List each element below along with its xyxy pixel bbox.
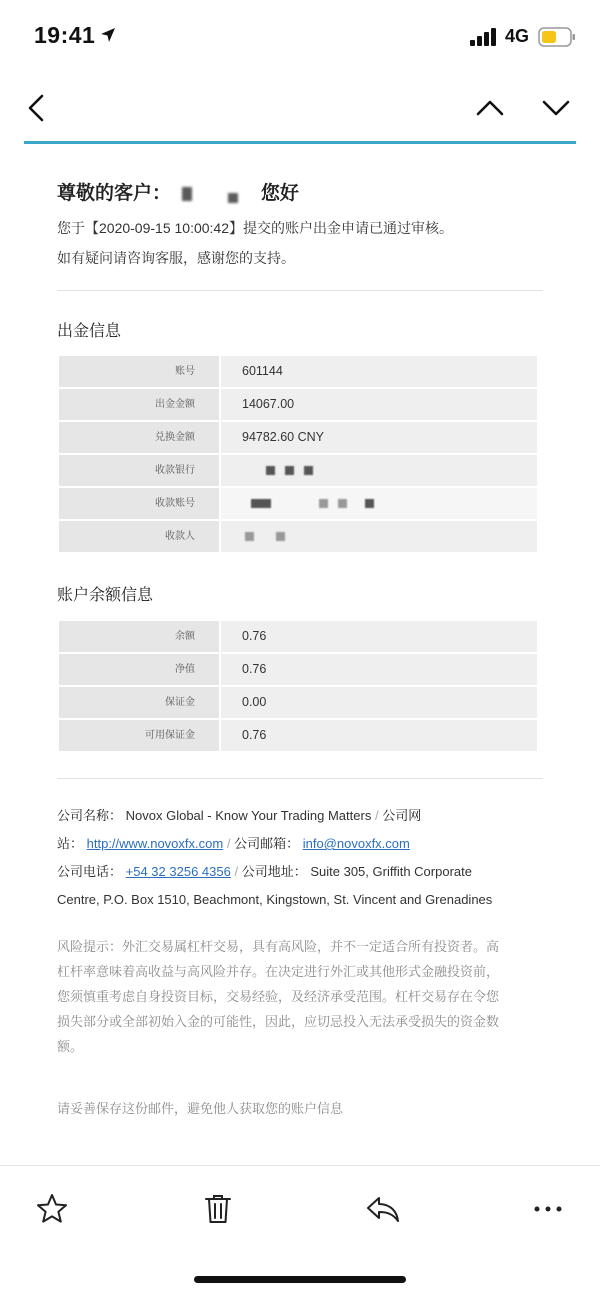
row-label: 净值	[59, 654, 219, 685]
row-value: 601144	[221, 356, 537, 387]
row-label: 可用保证金	[59, 720, 219, 751]
redacted-value	[221, 521, 537, 552]
table-row	[59, 488, 537, 519]
company-site-label: 公司网	[382, 808, 422, 823]
row-label: 保证金	[59, 687, 219, 718]
table-row	[59, 422, 537, 453]
row-label: 收款银行	[59, 455, 219, 486]
chevron-up-icon[interactable]	[470, 88, 510, 128]
company-line	[57, 858, 543, 886]
row-value: 0.76	[221, 654, 537, 685]
support-message: 如有疑问请咨询客服，感谢您的支持。	[57, 250, 295, 266]
company-address: Suite 305, Griffith Corporate	[310, 864, 472, 879]
battery-icon	[538, 27, 576, 47]
company-address: Centre, P.O. Box 1510, Beachmont, Kingstown, St. Vincent and Grenadines	[57, 892, 493, 907]
network-type: 4G	[505, 26, 530, 46]
redacted-value	[221, 455, 537, 486]
greeting-suffix: 您好	[260, 183, 299, 204]
chevron-left-icon[interactable]	[18, 88, 58, 128]
separator: /	[374, 808, 379, 823]
redacted-name	[228, 193, 238, 203]
status-time: 19:41	[34, 22, 96, 48]
row-value: 14067.00	[221, 389, 537, 420]
company-info	[57, 802, 543, 914]
balance-table	[59, 621, 537, 753]
row-value: 0.76	[221, 621, 537, 652]
greeting	[57, 178, 299, 205]
mail-nav-bar	[0, 72, 600, 142]
table-row	[59, 687, 537, 718]
company-line	[57, 886, 543, 914]
location-arrow-icon	[99, 26, 117, 44]
row-label: 出金金额	[59, 389, 219, 420]
risk-line: 风险提示：外汇交易属杠杆交易，具有高风险，并不一定适合所有投资者。高	[57, 939, 500, 954]
chevron-down-icon[interactable]	[536, 88, 576, 128]
company-email-label: 公司邮箱：	[234, 836, 300, 851]
company-site-label: 站：	[57, 836, 84, 851]
withdrawal-section-title: 出金信息	[57, 323, 122, 340]
trash-icon[interactable]	[200, 1191, 236, 1227]
company-phone-label: 公司电话：	[57, 864, 123, 879]
withdrawal-table	[59, 356, 537, 554]
separator: /	[226, 836, 231, 851]
company-line	[57, 802, 543, 830]
risk-line: 额。	[57, 1039, 84, 1054]
signal-icon	[470, 28, 498, 46]
row-label: 余额	[59, 621, 219, 652]
risk-line: 杠杆率意味着高收益与高风险并存。在决定进行外汇或其他形式金融投资前，	[57, 964, 500, 979]
status-bar	[0, 0, 600, 72]
table-row	[59, 720, 537, 751]
balance-section-title: 账户余额信息	[57, 587, 154, 604]
table-row	[59, 356, 537, 387]
risk-line: 您须慎重考虑自身投资目标，交易经验，及经济承受范围。杠杆交易存在令您	[57, 989, 500, 1004]
table-row	[59, 521, 537, 552]
company-site-link[interactable]: http://www.novoxfx.com	[86, 836, 224, 851]
keep-notice: 请妥善保存这份邮件，避免他人获取您的账户信息	[57, 1101, 344, 1116]
home-indicator[interactable]	[194, 1276, 406, 1283]
greeting-prefix: 尊敬的客户：	[57, 183, 172, 204]
row-label: 收款人	[59, 521, 219, 552]
row-value: 0.00	[221, 687, 537, 718]
star-icon[interactable]	[34, 1191, 70, 1227]
row-label: 账号	[59, 356, 219, 387]
table-row	[59, 654, 537, 685]
row-value: 0.76	[221, 720, 537, 751]
company-phone-link[interactable]: +54 32 3256 4356	[125, 864, 231, 879]
mail-toolbar	[0, 1165, 600, 1255]
table-row	[59, 455, 537, 486]
risk-line: 损失部分或全部初始入金的可能性，因此，应切忌投入无法承受损失的资金数	[57, 1014, 500, 1029]
divider	[57, 290, 543, 291]
row-label: 收款账号	[59, 488, 219, 519]
company-name-label: 公司名称：	[57, 808, 123, 823]
table-row	[59, 621, 537, 652]
row-value: 94782.60 CNY	[221, 422, 537, 453]
more-icon[interactable]	[530, 1191, 566, 1227]
table-row	[59, 389, 537, 420]
redacted-name	[182, 187, 192, 201]
divider	[57, 778, 543, 779]
company-name: Novox Global - Know Your Trading Matters	[125, 808, 372, 823]
redacted-value	[221, 488, 537, 519]
accent-divider	[24, 141, 576, 144]
approval-message: 您于【2020-09-15 10:00:42】提交的账户出金申请已通过审核。	[57, 220, 453, 236]
reply-icon[interactable]	[365, 1191, 401, 1227]
company-email-link[interactable]: info@novoxfx.com	[302, 836, 410, 851]
risk-warning	[57, 934, 543, 1059]
separator: /	[234, 864, 239, 879]
company-address-label: 公司地址：	[241, 864, 307, 879]
company-line	[57, 830, 543, 858]
row-label: 兑换金额	[59, 422, 219, 453]
